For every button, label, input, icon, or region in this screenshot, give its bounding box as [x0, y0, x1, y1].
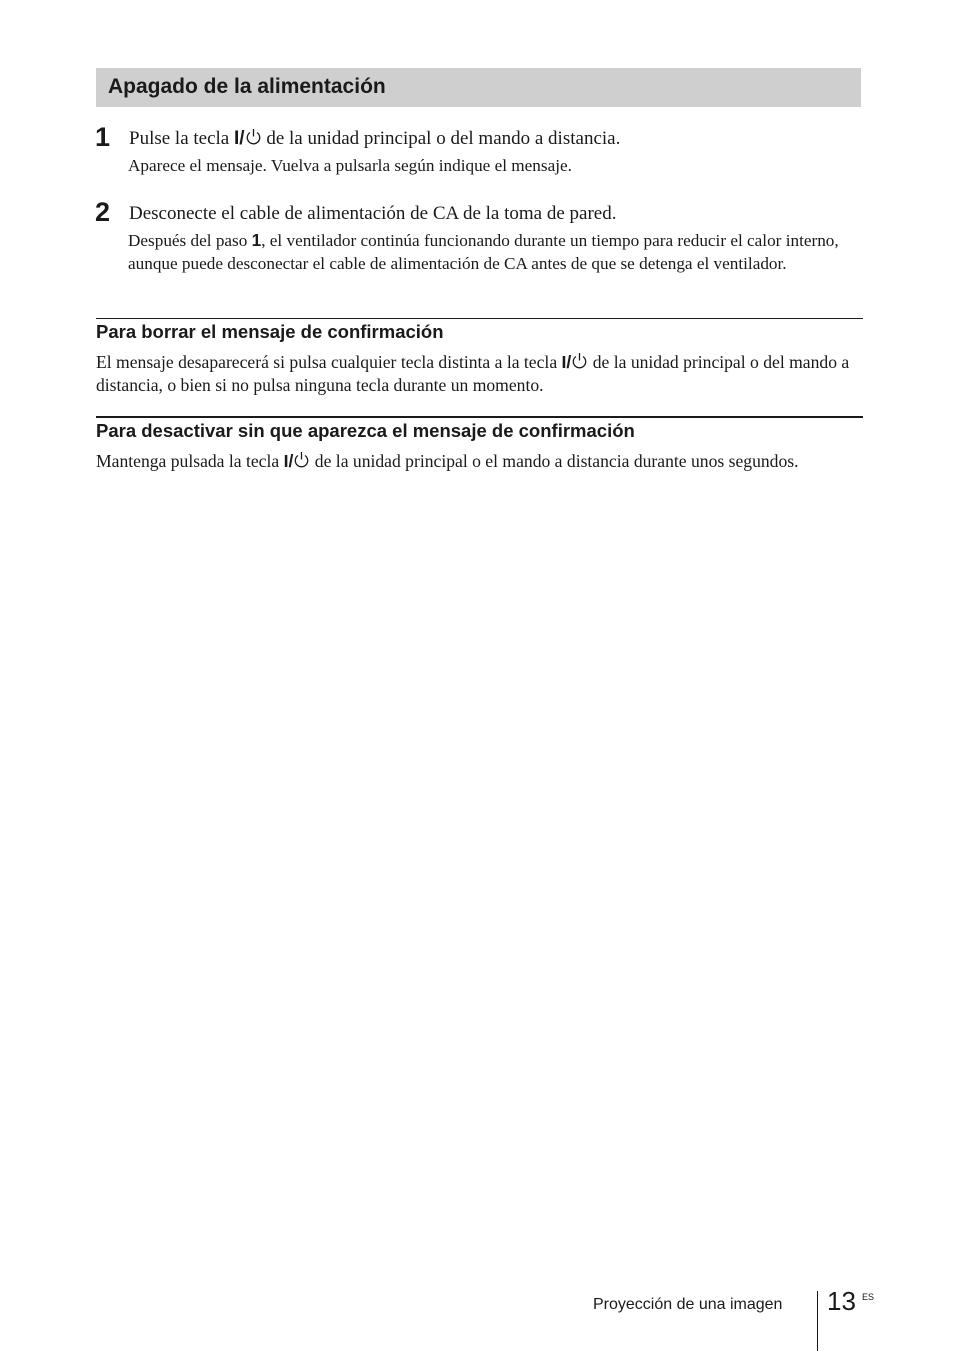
step-1-number: 1: [95, 122, 111, 152]
step-2-number: 2: [95, 197, 111, 227]
power-key-label: I/: [234, 128, 245, 149]
footer-section-name: Proyección de una imagen: [593, 1296, 783, 1313]
step-2-text: Desconecte el cable de alimentación de CA de la toma de pared.: [129, 203, 617, 224]
subsection-2-body-before: Mantenga pulsada la tecla: [96, 451, 280, 471]
power-key-label: I/: [283, 451, 294, 471]
subsection-2-body: [96, 450, 864, 473]
step-1-text: [129, 128, 620, 150]
section-title-bar: [96, 68, 861, 107]
step-2-note-after: , el ventilador continúa funcionando durante un tiempo para reducir el calor interno, aunque puede desconectar el cable de alimentación de CA antes de que se detenga el ventilador.: [128, 231, 839, 273]
step-2-note-before: Después del paso: [128, 231, 248, 250]
subsection-1-body-after: de la unidad principal o del mando a distancia, o bien si no pulsa ninguna tecla durante un momento.: [96, 352, 850, 395]
section-title: Apagado de la alimentación: [108, 75, 386, 98]
subsection-1-heading: Para borrar el mensaje de confirmación: [96, 321, 444, 342]
subsection-1-body-before: El mensaje desaparecerá si pulsa cualquier tecla distinta a la tecla: [96, 352, 558, 372]
subsection-2-heading: Para desactivar sin que aparezca el mensaje de confirmación: [96, 420, 635, 441]
power-key: [284, 451, 311, 471]
page-number: 13: [827, 1286, 856, 1316]
step-1-note: Aparece el mensaje. Vuelva a pulsarla según indique el mensaje.: [128, 156, 572, 175]
step-1-text-before: Pulse la tecla: [129, 128, 230, 149]
subsection-2-body-after: de la unidad principal o el mando a distancia durante unos segundos.: [314, 451, 799, 471]
subsection-1-body: [96, 351, 864, 397]
subsection-2-rule: [96, 416, 863, 418]
footer-divider: [817, 1291, 818, 1351]
power-icon: [571, 352, 588, 370]
subsection-1-rule: [96, 318, 863, 319]
step-2-note-ref: 1: [251, 230, 262, 250]
power-key: [562, 352, 589, 372]
power-icon: [245, 128, 262, 146]
step-1-text-after: de la unidad principal o del mando a distancia.: [266, 128, 621, 149]
power-key: [234, 128, 262, 149]
power-icon: [293, 451, 310, 469]
language-code: ES: [862, 1292, 875, 1302]
power-key-label: I/: [561, 352, 572, 372]
step-2-note: [128, 229, 863, 275]
